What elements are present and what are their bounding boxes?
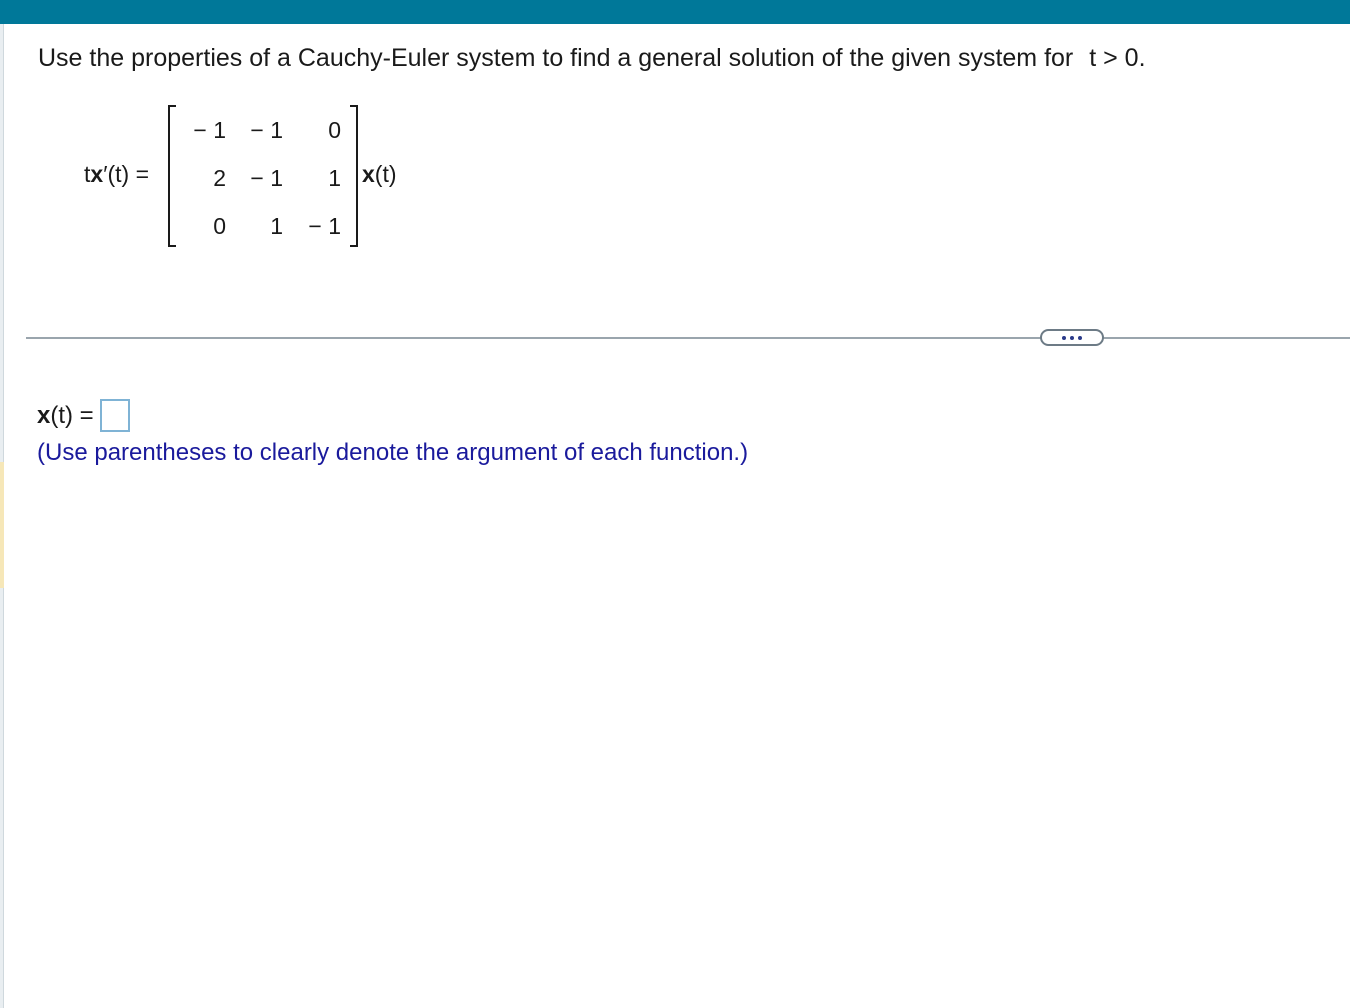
matrix-right-bracket: [350, 105, 358, 247]
answer-input[interactable]: [100, 399, 130, 432]
question-condition: t > 0.: [1089, 44, 1146, 72]
matrix-cell-2-0: 0: [213, 213, 226, 239]
ellipsis-icon: [1070, 336, 1074, 340]
equation-lhs: [84, 161, 149, 188]
rhs-suffix: (t): [374, 161, 397, 187]
top-bar: [0, 0, 1350, 24]
matrix-cell-0-1: − 1: [250, 117, 283, 143]
answer-row: [37, 399, 130, 432]
answer-label-vector: x: [37, 401, 51, 429]
matrix-cell-0-0: − 1: [193, 117, 226, 143]
coefficient-matrix: [168, 105, 358, 247]
matrix-cell-1-0: 2: [213, 165, 226, 191]
answer-label-suffix: (t) =: [50, 401, 94, 429]
question-prompt: Use the properties of a Cauchy-Euler system to find a general solution of the given system for: [38, 44, 1074, 72]
more-options-button[interactable]: [1040, 329, 1104, 346]
section-divider: [26, 337, 1350, 339]
ellipsis-icon: [1062, 336, 1066, 340]
matrix-cell-2-2: − 1: [308, 213, 341, 239]
answer-hint: (Use parentheses to clearly denote the argument of each function.): [37, 439, 749, 466]
matrix-cell-0-2: 0: [328, 117, 341, 143]
matrix-cell-1-1: − 1: [250, 165, 283, 191]
equation-rhs: [362, 161, 397, 188]
lhs-suffix: ′(t) =: [103, 161, 150, 187]
matrix-cell-2-1: 1: [270, 213, 283, 239]
lhs-vector: x: [90, 161, 104, 187]
ellipsis-icon: [1078, 336, 1082, 340]
lhs-prefix: t: [84, 161, 91, 187]
rhs-vector: x: [362, 161, 375, 187]
question-text: [38, 44, 1146, 73]
matrix-cell-1-2: 1: [328, 165, 341, 191]
left-accent: [0, 462, 4, 588]
